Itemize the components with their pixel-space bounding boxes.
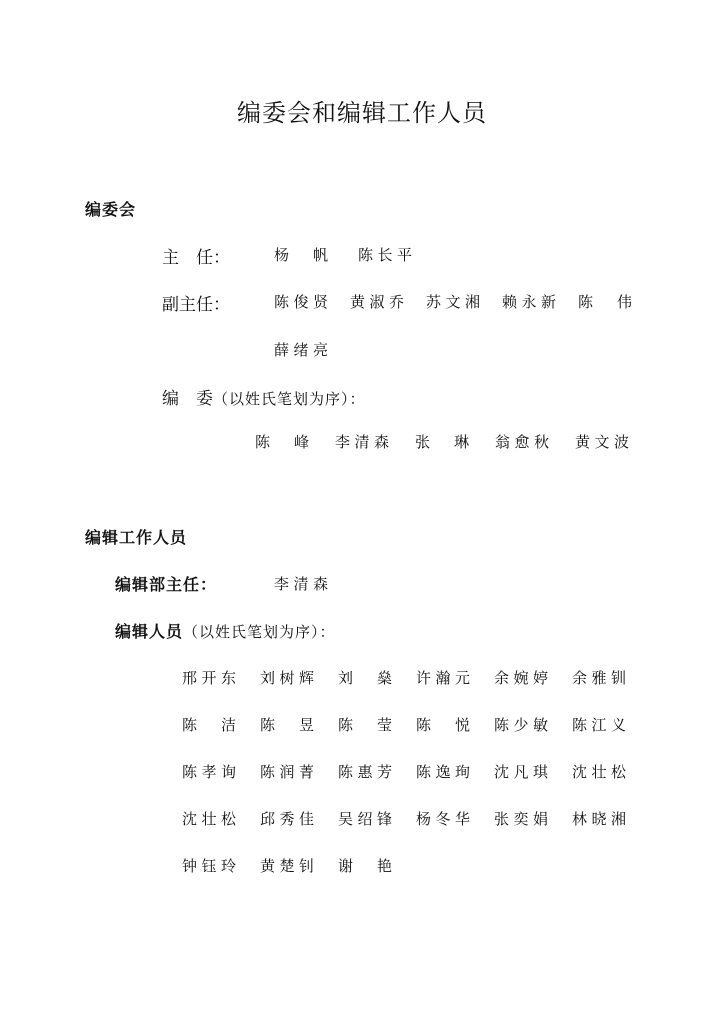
editor-name: 沈壮松 <box>572 763 626 781</box>
editor-name: 陈 莹 <box>338 716 392 734</box>
editors-row-1 <box>182 667 626 688</box>
editor-name: 吴绍锋 <box>338 810 392 828</box>
editor-name: 陈孝询 <box>182 763 236 781</box>
editors-heading-line <box>115 619 336 642</box>
editor-name: 沈壮松 <box>182 810 236 828</box>
editor-name: 陈 昱 <box>260 716 314 734</box>
editor-name: 陈惠芳 <box>338 763 392 781</box>
editor-name: 陈 洁 <box>182 716 236 734</box>
editors-label: 编辑人员 <box>115 622 184 641</box>
page-title: 编委会和编辑工作人员 <box>237 99 487 127</box>
editor-name: 邱秀佳 <box>260 810 314 828</box>
deputies-list <box>274 291 632 312</box>
members-label: 编 委 <box>162 389 213 409</box>
editor-name: 张奕娟 <box>494 810 548 828</box>
deputy-name: 陈俊贤 <box>274 293 328 311</box>
editor-name: 陈 悦 <box>416 716 470 734</box>
director-name: 陈长平 <box>358 246 412 264</box>
deputy-name: 陈 伟 <box>578 293 632 311</box>
editors-row-5 <box>182 855 392 876</box>
editor-name: 许瀚元 <box>416 669 470 687</box>
member-name: 翁愈秋 <box>495 433 549 451</box>
member-name: 张 琳 <box>415 433 469 451</box>
editor-name: 余雅钏 <box>572 669 626 687</box>
editors-row-3 <box>182 761 626 782</box>
members-note: （以姓氏笔划为序）： <box>213 390 366 408</box>
director-label: 主 任： <box>162 248 230 268</box>
chief-name: 李清森 <box>274 575 328 593</box>
editors-row-2 <box>182 714 626 735</box>
members-list <box>255 431 629 452</box>
editor-name: 陈逸珣 <box>416 763 470 781</box>
deputy-name: 黄淑乔 <box>350 293 404 311</box>
editor-name: 陈江义 <box>572 716 626 734</box>
editors-note: （以姓氏笔划为序）： <box>183 623 336 641</box>
directors-list <box>274 244 412 265</box>
editor-name: 谢 艳 <box>338 857 392 875</box>
member-name: 陈 峰 <box>255 433 309 451</box>
editor-name: 陈润菁 <box>260 763 314 781</box>
editor-name: 邢开东 <box>182 669 236 687</box>
deputy-name: 苏文湘 <box>426 293 480 311</box>
deputy-name: 薛绪亮 <box>274 341 328 359</box>
editors-row-4 <box>182 808 626 829</box>
editor-name: 林晓湘 <box>572 810 626 828</box>
editor-name: 陈少敏 <box>494 716 548 734</box>
editor-name: 钟钰玲 <box>182 857 236 875</box>
editor-name: 杨冬华 <box>416 810 470 828</box>
deputies-list-cont <box>274 339 328 360</box>
deputy-label: 副主任： <box>162 295 230 315</box>
member-name: 李清森 <box>335 433 389 451</box>
committee-heading: 编委会 <box>85 200 137 219</box>
deputy-name: 赖永新 <box>502 293 556 311</box>
chief-line <box>274 573 328 594</box>
editor-name: 黄楚钊 <box>260 857 314 875</box>
director-name: 杨 帆 <box>274 246 328 264</box>
member-name: 黄文波 <box>575 433 629 451</box>
editor-name: 沈凡琪 <box>494 763 548 781</box>
editor-name: 余婉婷 <box>494 669 548 687</box>
staff-heading: 编辑工作人员 <box>85 528 188 547</box>
editor-name: 刘树辉 <box>260 669 314 687</box>
chief-label: 编辑部主任： <box>115 575 218 594</box>
members-heading-line <box>162 384 366 409</box>
editor-name: 刘 燊 <box>338 669 392 687</box>
